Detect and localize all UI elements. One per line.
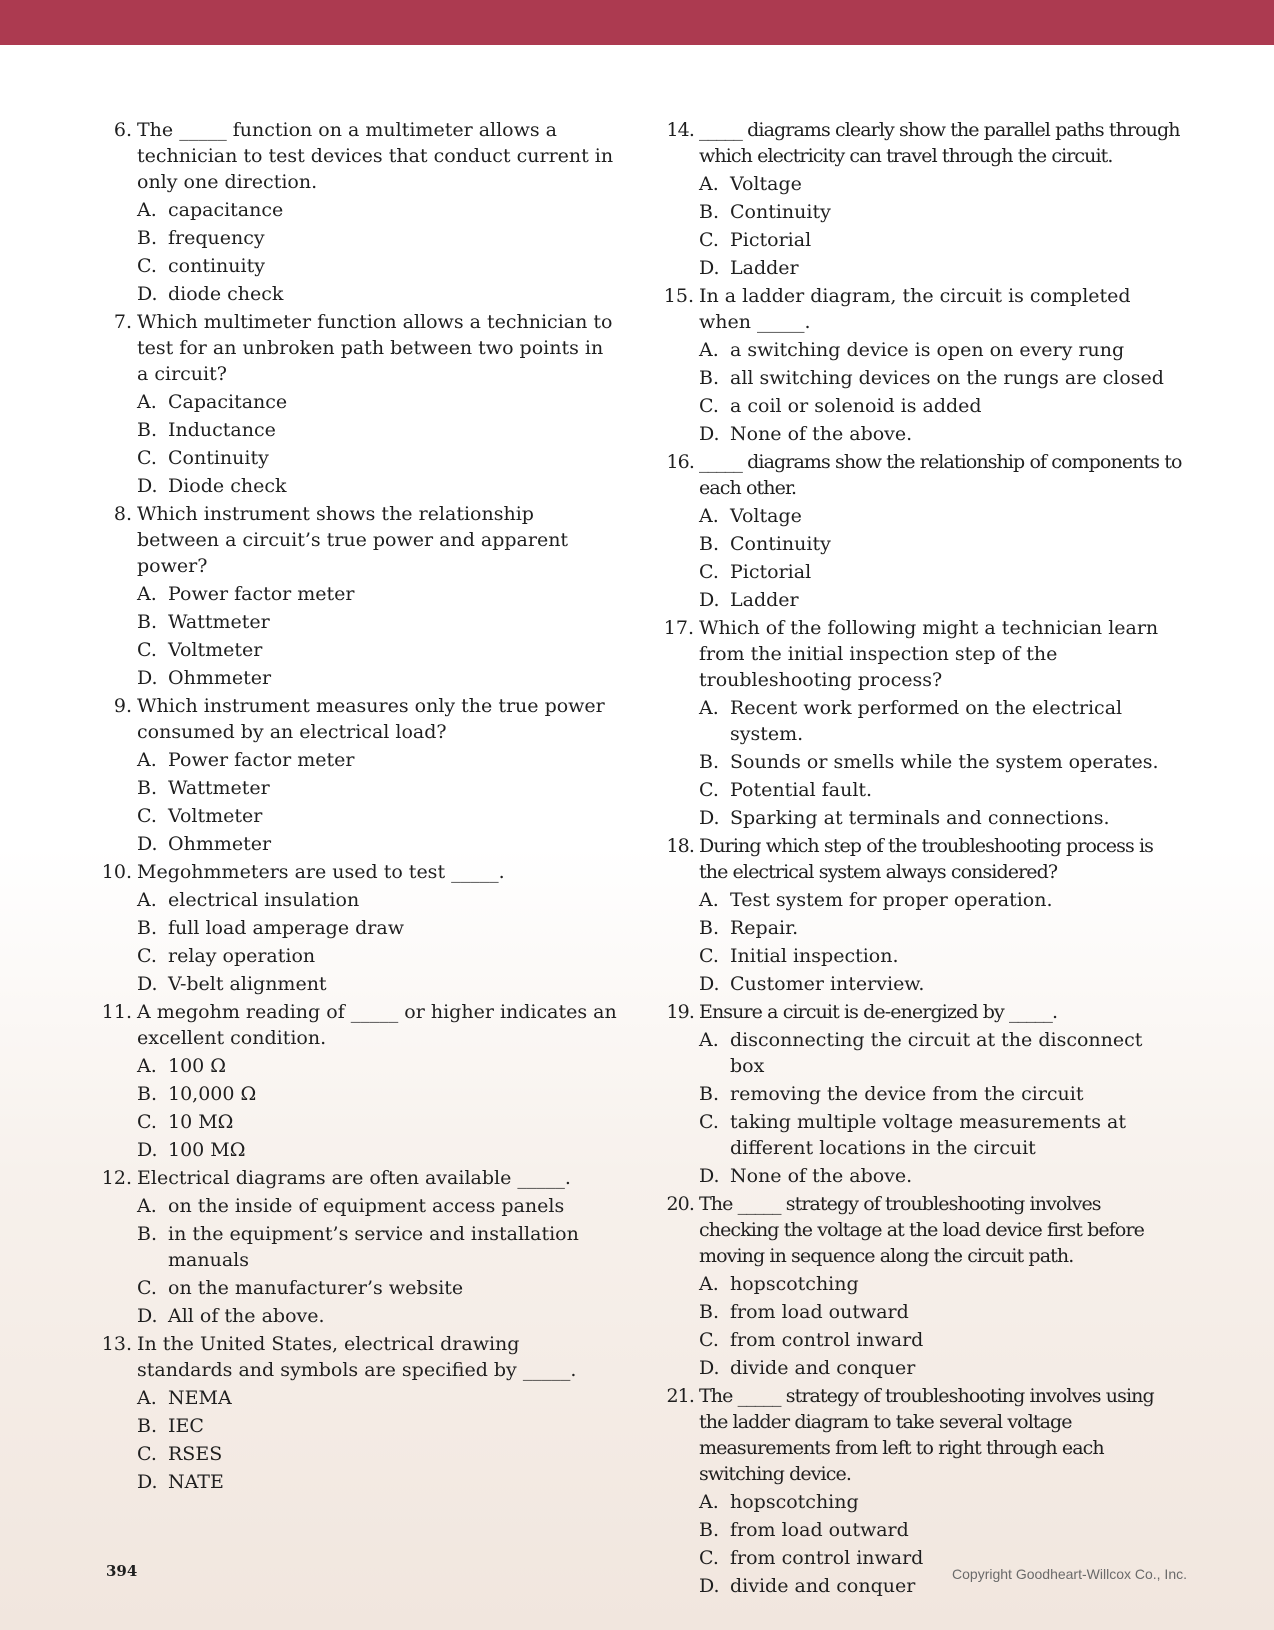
answer-option — [699, 971, 1182, 997]
option-text: electrical insulation — [168, 889, 360, 911]
question-number: 21. — [666, 1385, 694, 1407]
option-text: disconnecting the circuit at the disconnect box — [730, 1029, 1143, 1077]
question-text: Megohmmeters are used to test _____. — [137, 861, 505, 883]
option-letter: C. — [137, 639, 157, 661]
option-text: Power factor meter — [168, 583, 355, 605]
answer-option — [699, 805, 1182, 831]
option-text: V-belt alignment — [168, 973, 327, 995]
answer-option — [699, 1163, 1182, 1189]
option-letter: A. — [699, 697, 719, 719]
answer-option — [137, 1137, 620, 1163]
answer-option — [137, 637, 620, 663]
option-text: in the equipment’s service and installation manuals — [168, 1223, 579, 1271]
option-text: from load outward — [730, 1301, 909, 1323]
option-text: all switching devices on the rungs are closed — [730, 367, 1164, 389]
option-text: Voltage — [730, 173, 802, 195]
answer-option — [137, 747, 620, 773]
answer-option — [699, 777, 1182, 803]
question-7 — [100, 309, 620, 499]
option-letter: A. — [137, 1055, 157, 1077]
answer-option — [137, 1053, 620, 1079]
option-letter: C. — [137, 945, 157, 967]
option-letter: B. — [699, 751, 720, 773]
option-text: hopscotching — [730, 1273, 859, 1295]
answer-option — [699, 171, 1182, 197]
option-letter: D. — [137, 667, 158, 689]
option-text: on the inside of equipment access panels — [168, 1195, 565, 1217]
question-number: 17. — [663, 617, 694, 639]
question-number: 11. — [101, 1001, 132, 1023]
option-letter: D. — [137, 1471, 158, 1493]
option-letter: D. — [699, 1575, 720, 1597]
answer-option — [699, 1081, 1182, 1107]
question-20 — [662, 1191, 1182, 1381]
question-stem — [113, 501, 620, 579]
question-10 — [100, 859, 620, 997]
option-text: Recent work performed on the electrical system. — [730, 697, 1123, 745]
option-text: Capacitance — [168, 391, 288, 413]
answer-option — [137, 971, 620, 997]
option-text: RSES — [168, 1443, 223, 1465]
option-letter: B. — [137, 1415, 158, 1437]
left-question-column — [100, 117, 620, 1497]
answer-option — [137, 581, 620, 607]
question-17 — [662, 615, 1182, 831]
answer-option — [699, 695, 1182, 747]
question-stem — [101, 1331, 620, 1383]
option-text: 100 MΩ — [168, 1139, 246, 1161]
option-letter: B. — [699, 917, 720, 939]
option-text: Diode check — [168, 475, 287, 497]
option-letter: D. — [699, 807, 720, 829]
option-letter: A. — [137, 199, 157, 221]
option-text: Power factor meter — [168, 749, 355, 771]
option-letter: A. — [137, 749, 157, 771]
option-text: NEMA — [168, 1387, 232, 1409]
option-text: None of the above. — [730, 423, 913, 445]
question-12 — [100, 1165, 620, 1329]
option-text: divide and conquer — [730, 1357, 916, 1379]
answer-option — [699, 915, 1182, 941]
option-text: capacitance — [168, 199, 284, 221]
right-question-column — [662, 117, 1182, 1601]
option-letter: A. — [699, 173, 719, 195]
answer-option — [699, 559, 1182, 585]
option-letter: A. — [699, 1029, 719, 1051]
option-letter: D. — [699, 589, 720, 611]
question-text: Electrical diagrams are often available _____. — [137, 1167, 571, 1189]
option-letter: B. — [699, 367, 720, 389]
question-stem — [663, 283, 1182, 335]
question-stem — [113, 693, 620, 745]
option-text: Wattmeter — [168, 777, 270, 799]
option-letter: C. — [137, 255, 157, 277]
question-stem — [113, 309, 620, 387]
answer-option — [699, 199, 1182, 225]
option-text: from control inward — [730, 1547, 924, 1569]
option-text: All of the above. — [168, 1305, 325, 1327]
option-letter: C. — [699, 1547, 719, 1569]
answer-option — [137, 445, 620, 471]
answer-option — [699, 1271, 1182, 1297]
question-16 — [662, 449, 1182, 613]
option-text: 100 Ω — [168, 1055, 227, 1077]
option-letter: B. — [137, 227, 158, 249]
option-text: full load amperage draw — [168, 917, 404, 939]
option-letter: A. — [137, 391, 157, 413]
option-text: a coil or solenoid is added — [730, 395, 982, 417]
option-text: taking multiple voltage measurements at different locations in the circuit — [730, 1111, 1127, 1159]
option-letter: C. — [699, 945, 719, 967]
option-text: continuity — [168, 255, 265, 277]
option-letter: B. — [699, 533, 720, 555]
answer-option — [699, 1355, 1182, 1381]
question-text: A megohm reading of _____ or higher indicates an excellent condition. — [137, 1001, 617, 1049]
question-number: 14. — [666, 119, 694, 141]
question-text: _____ diagrams clearly show the parallel paths through which electricity can travel through the circuit. — [699, 119, 1180, 167]
question-stem — [666, 117, 1182, 169]
option-letter: B. — [137, 917, 158, 939]
answer-option — [699, 1299, 1182, 1325]
option-text: on the manufacturer’s website — [168, 1277, 464, 1299]
question-text: Which of the following might a technician learn from the initial inspection step of the troubleshooting process? — [699, 617, 1159, 691]
option-letter: D. — [699, 423, 720, 445]
answer-option — [699, 1327, 1182, 1353]
option-letter: C. — [699, 561, 719, 583]
option-letter: B. — [699, 201, 720, 223]
question-18 — [662, 833, 1182, 997]
option-letter: C. — [699, 779, 719, 801]
copyright-notice: Copyright Goodheart-Willcox Co., Inc. — [952, 1566, 1187, 1582]
question-number: 16. — [666, 451, 694, 473]
option-letter: B. — [137, 1223, 158, 1245]
option-letter: C. — [137, 1277, 157, 1299]
option-text: Pictorial — [730, 561, 812, 583]
option-letter: D. — [699, 1357, 720, 1379]
answer-option — [699, 1517, 1182, 1543]
answer-option — [137, 225, 620, 251]
header-band — [0, 0, 1274, 45]
answer-option — [137, 389, 620, 415]
option-letter: A. — [699, 889, 719, 911]
question-text: The _____ strategy of troubleshooting involves checking the voltage at the load device first before moving in sequence along the circuit path. — [699, 1193, 1144, 1267]
option-letter: D. — [137, 475, 158, 497]
option-text: Ladder — [730, 589, 799, 611]
answer-option — [137, 803, 620, 829]
option-text: Initial inspection. — [730, 945, 899, 967]
question-stem — [663, 615, 1182, 693]
question-text: _____ diagrams show the relationship of components to each other. — [699, 451, 1182, 499]
question-text: Which instrument measures only the true power consumed by an electrical load? — [137, 695, 605, 743]
option-text: 10 MΩ — [168, 1111, 234, 1133]
option-letter: C. — [137, 805, 157, 827]
option-text: Continuity — [730, 201, 831, 223]
option-text: Inductance — [168, 419, 276, 441]
option-letter: D. — [137, 283, 158, 305]
answer-option — [699, 531, 1182, 557]
answer-option — [699, 337, 1182, 363]
answer-option — [137, 609, 620, 635]
question-text: The _____ strategy of troubleshooting involves using the ladder diagram to take several voltage measurements from left to right through each switching device. — [699, 1385, 1154, 1485]
question-number: 18. — [666, 835, 694, 857]
question-stem — [666, 1383, 1182, 1487]
option-text: Sparking at terminals and connections. — [730, 807, 1110, 829]
answer-option — [137, 417, 620, 443]
answer-option — [137, 281, 620, 307]
answer-option — [137, 943, 620, 969]
answer-option — [137, 887, 620, 913]
option-letter: D. — [137, 1305, 158, 1327]
question-number: 7. — [113, 311, 132, 333]
question-15 — [662, 283, 1182, 447]
answer-option — [699, 227, 1182, 253]
option-letter: B. — [137, 777, 158, 799]
option-text: a switching device is open on every rung — [730, 339, 1125, 361]
answer-option — [699, 255, 1182, 281]
option-text: Ohmmeter — [168, 667, 272, 689]
option-letter: D. — [699, 1165, 720, 1187]
option-text: divide and conquer — [730, 1575, 916, 1597]
option-text: hopscotching — [730, 1491, 859, 1513]
option-text: Test system for proper operation. — [730, 889, 1053, 911]
option-letter: C. — [699, 1329, 719, 1351]
option-text: Ladder — [730, 257, 799, 279]
option-text: Wattmeter — [168, 611, 270, 633]
answer-option — [699, 421, 1182, 447]
option-letter: D. — [137, 833, 158, 855]
question-text: In the United States, electrical drawing standards and symbols are specified by _____. — [137, 1333, 577, 1381]
answer-option — [137, 253, 620, 279]
option-text: from load outward — [730, 1519, 909, 1541]
option-text: from control inward — [730, 1329, 924, 1351]
option-text: Voltmeter — [168, 805, 263, 827]
option-letter: A. — [137, 583, 157, 605]
question-number: 6. — [113, 119, 132, 141]
option-letter: A. — [137, 1387, 157, 1409]
option-text: Sounds or smells while the system operates. — [730, 751, 1159, 773]
question-stem — [101, 999, 620, 1051]
option-text: Continuity — [730, 533, 831, 555]
question-number: 15. — [663, 285, 694, 307]
answer-option — [137, 1193, 620, 1219]
option-text: Potential fault. — [730, 779, 873, 801]
option-text: relay operation — [168, 945, 316, 967]
answer-option — [137, 1109, 620, 1135]
answer-option — [137, 665, 620, 691]
question-number: 19. — [666, 1001, 694, 1023]
option-text: IEC — [168, 1415, 204, 1437]
option-text: removing the device from the circuit — [730, 1083, 1084, 1105]
question-stem — [666, 449, 1182, 501]
option-text: None of the above. — [730, 1165, 913, 1187]
answer-option — [137, 1385, 620, 1411]
option-letter: D. — [137, 973, 158, 995]
option-text: Voltage — [730, 505, 802, 527]
question-6 — [100, 117, 620, 307]
answer-option — [137, 1441, 620, 1467]
option-text: Repair. — [730, 917, 799, 939]
option-letter: B. — [699, 1519, 720, 1541]
question-13 — [100, 1331, 620, 1495]
option-letter: A. — [137, 1195, 157, 1217]
question-9 — [100, 693, 620, 857]
answer-option — [137, 1275, 620, 1301]
question-number: 13. — [101, 1333, 132, 1355]
answer-option — [137, 1469, 620, 1495]
option-text: Pictorial — [730, 229, 812, 251]
question-stem — [101, 1165, 620, 1191]
question-stem — [666, 1191, 1182, 1269]
option-text: frequency — [168, 227, 265, 249]
option-text: Customer interview. — [730, 973, 925, 995]
option-letter: A. — [137, 889, 157, 911]
option-letter: B. — [137, 1083, 158, 1105]
option-text: NATE — [168, 1471, 224, 1493]
question-text: Which instrument shows the relationship between a circuit’s true power and apparent power? — [137, 503, 569, 577]
question-11 — [100, 999, 620, 1163]
question-stem — [113, 117, 620, 195]
option-letter: C. — [137, 1111, 157, 1133]
option-text: Ohmmeter — [168, 833, 272, 855]
answer-option — [137, 197, 620, 223]
question-stem — [666, 999, 1182, 1025]
question-text: In a ladder diagram, the circuit is completed when _____. — [699, 285, 1131, 333]
answer-option — [699, 887, 1182, 913]
question-number: 8. — [113, 503, 132, 525]
option-letter: C. — [699, 229, 719, 251]
option-letter: D. — [699, 973, 720, 995]
option-letter: C. — [137, 447, 157, 469]
question-8 — [100, 501, 620, 691]
answer-option — [137, 473, 620, 499]
question-14 — [662, 117, 1182, 281]
question-stem — [666, 833, 1182, 885]
option-letter: A. — [699, 1491, 719, 1513]
question-text: During which step of the troubleshooting process is the electrical system always considered? — [699, 835, 1153, 883]
option-text: Voltmeter — [168, 639, 263, 661]
question-text: Which multimeter function allows a technician to test for an unbroken path between two points in a circuit? — [137, 311, 613, 385]
option-letter: B. — [137, 419, 158, 441]
option-text: Continuity — [168, 447, 269, 469]
option-letter: D. — [137, 1139, 158, 1161]
option-letter: C. — [699, 395, 719, 417]
option-letter: B. — [699, 1301, 720, 1323]
answer-option — [137, 1221, 620, 1273]
option-letter: A. — [699, 505, 719, 527]
answer-option — [699, 1109, 1182, 1161]
answer-option — [137, 1303, 620, 1329]
answer-option — [699, 365, 1182, 391]
option-letter: C. — [699, 1111, 719, 1133]
answer-option — [137, 915, 620, 941]
question-19 — [662, 999, 1182, 1189]
answer-option — [699, 503, 1182, 529]
question-number: 10. — [101, 861, 132, 883]
answer-option — [699, 749, 1182, 775]
question-stem — [101, 859, 620, 885]
answer-option — [137, 1081, 620, 1107]
option-letter: B. — [137, 611, 158, 633]
answer-option — [699, 587, 1182, 613]
option-text: diode check — [168, 283, 284, 305]
answer-option — [699, 1027, 1182, 1079]
answer-option — [137, 775, 620, 801]
option-letter: A. — [699, 339, 719, 361]
answer-option — [137, 831, 620, 857]
answer-option — [137, 1413, 620, 1439]
question-number: 9. — [113, 695, 132, 717]
option-letter: D. — [699, 257, 720, 279]
option-letter: B. — [699, 1083, 720, 1105]
option-letter: A. — [699, 1273, 719, 1295]
option-letter: C. — [137, 1443, 157, 1465]
question-number: 12. — [101, 1167, 132, 1189]
answer-option — [699, 943, 1182, 969]
answer-option — [699, 393, 1182, 419]
page-number: 394 — [106, 1562, 138, 1580]
question-text: Ensure a circuit is de-energized by _____. — [699, 1001, 1058, 1023]
answer-option — [699, 1489, 1182, 1515]
question-text: The _____ function on a multimeter allows a technician to test devices that conduct current in only one direction. — [137, 119, 614, 193]
question-number: 20. — [666, 1193, 694, 1215]
option-text: 10,000 Ω — [168, 1083, 257, 1105]
